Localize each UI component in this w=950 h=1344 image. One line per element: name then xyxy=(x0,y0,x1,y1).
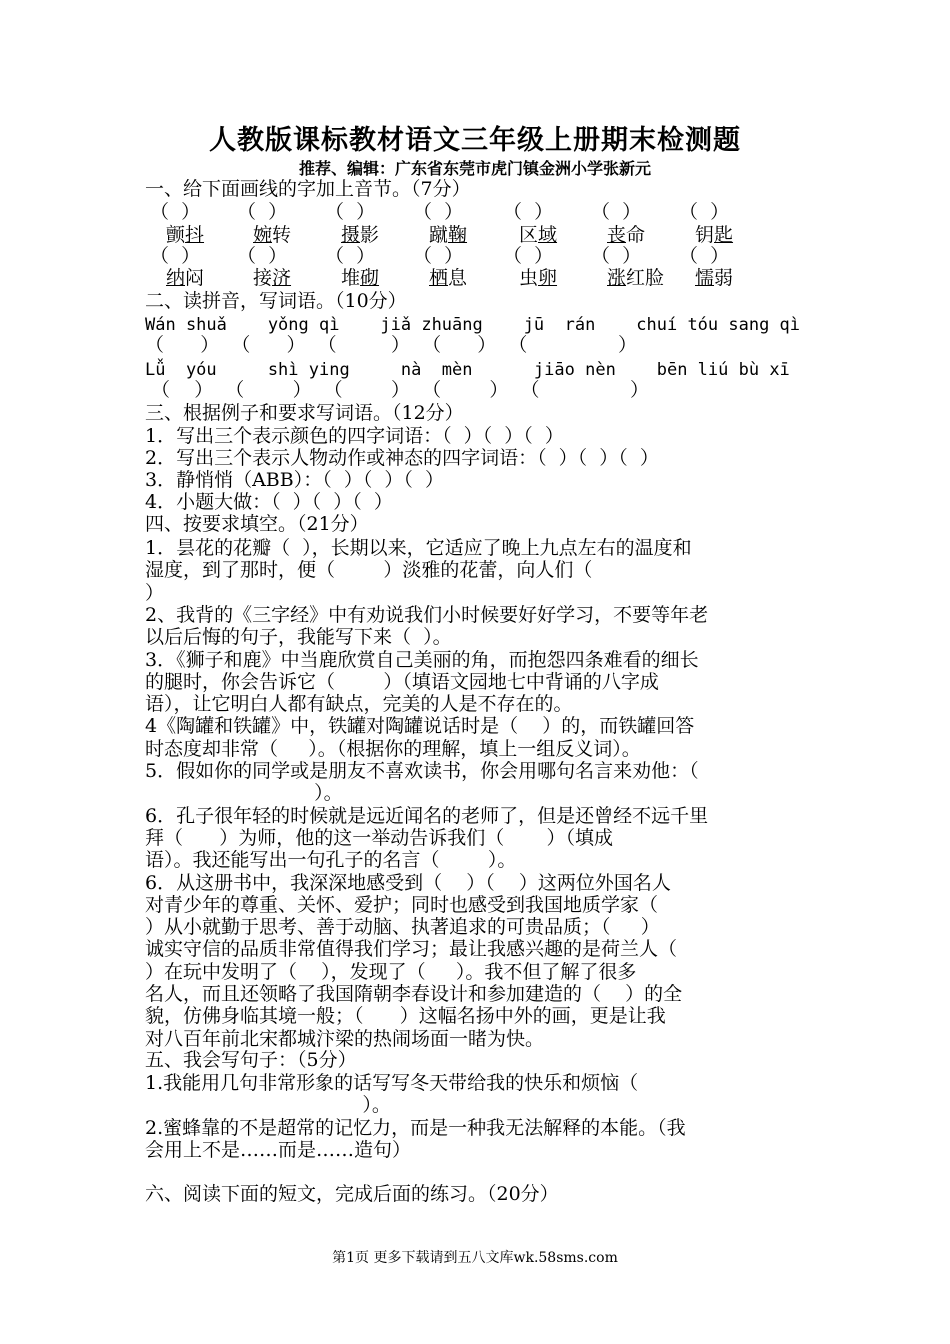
underlined-char: 砌 xyxy=(360,267,380,289)
underlined-char: 卵 xyxy=(538,267,558,289)
word-item xyxy=(695,267,733,289)
word-char: 闷 xyxy=(185,267,205,289)
section2-heading: 二、读拼音，写词语。（10分） xyxy=(145,290,407,312)
word-item xyxy=(429,224,467,246)
section3-item: 3．静悄悄（ABB）：（ ）（ ）（ ） xyxy=(145,469,444,491)
word-char: 颤 xyxy=(166,224,186,246)
section4-line: 6．孔子很年轻的时候就是远近闻名的老师了，但是还曾经不远千里 xyxy=(145,805,709,827)
underlined-char: 丧 xyxy=(607,224,627,246)
pinyin-blank: （ ） xyxy=(237,201,288,223)
pinyin-blank: （ ） xyxy=(325,201,376,223)
section4-line: 2、我背的《三字经》中有劝说我们小时候要好好学习，不要等年老 xyxy=(145,604,709,626)
pinyin-blank: （ ） xyxy=(413,245,464,267)
word-item xyxy=(607,267,664,289)
pinyin-blank: （ ） xyxy=(150,245,201,267)
page-subtitle: 推荐、编辑：广东省东莞市虎门镇金洲小学张新元 xyxy=(298,159,651,178)
blank-row-2: （ ） （ ） （ ） （ ） （ ） xyxy=(145,379,650,401)
section4-line: ）在玩中发明了（ ），发现了（ ）。我不但了解了很多 xyxy=(145,961,637,983)
word-char: 息 xyxy=(448,267,468,289)
underlined-char: 婉 xyxy=(253,224,273,246)
word-item xyxy=(341,267,379,289)
section5-line: 2.蜜蜂靠的不是超常的记忆力，而是一种我无法解释的本能。（我 xyxy=(145,1117,686,1139)
section3-item: 2．写出三个表示人物动作或神态的四字词语：（ ）（ ）（ ） xyxy=(145,447,659,469)
pinyin-row-1: Wán shuǎ yǒng qì jiǎ zhuāng jū rán chuí tóu sang qì xyxy=(145,315,801,335)
section1-heading: 一、给下面画线的字加上音节。（7分） xyxy=(145,178,471,200)
page-footer: 第1页 更多下载请到五八文库wk.58sms.com xyxy=(332,1250,618,1266)
word-char: 堆 xyxy=(341,267,361,289)
pinyin-blank: （ ） xyxy=(150,201,201,223)
word-char: 命 xyxy=(626,224,646,246)
section4-line: 湿度，到了那时，便（ ）淡雅的花蕾，向人们（ xyxy=(145,559,593,581)
underlined-char: 抖 xyxy=(185,224,205,246)
page-title: 人教版课标教材语文三年级上册期末检测题 xyxy=(209,125,741,156)
section5-line: 会用上不是……而是……造句） xyxy=(145,1139,412,1161)
word-char: 区 xyxy=(519,224,539,246)
underlined-char: 懦 xyxy=(695,267,715,289)
word-char: 红脸 xyxy=(626,267,665,289)
word-item xyxy=(607,224,645,246)
underlined-char: 域 xyxy=(538,224,558,246)
word-item xyxy=(695,224,733,246)
word-item xyxy=(429,267,467,289)
section4-heading: 四、按要求填空。（21分） xyxy=(145,513,369,535)
section4-line: 的腿时，你会告诉它（ ）（填语文园地七中背诵的八字成 xyxy=(145,671,659,693)
underlined-char: 鞠 xyxy=(448,224,468,246)
pinyin-blank: （ ） xyxy=(679,245,730,267)
word-item xyxy=(519,224,557,246)
section4-line: 3．《狮子和鹿》中当鹿欣赏自己美丽的角，而抱怨四条难看的细长 xyxy=(145,649,699,671)
word-char: 钥 xyxy=(695,224,715,246)
underlined-char: 涨 xyxy=(607,267,627,289)
section4-line: 拜（ ）为师，他的这一举动告诉我们（ ）（填成 xyxy=(145,827,614,849)
word-char: 接 xyxy=(253,267,273,289)
word-item xyxy=(166,224,204,246)
pinyin-blank: （ ） xyxy=(503,245,554,267)
pinyin-blank: （ ） xyxy=(413,201,464,223)
section3-heading: 三、根据例子和要求写词语。（12分） xyxy=(145,402,464,424)
section4-line: 对青少年的尊重、关怀、爱护；同时也感受到我国地质学家（ xyxy=(145,894,659,916)
section4-line: 名人，而且还领略了我国隋朝李春设计和参加建造的（ ）的全 xyxy=(145,983,683,1005)
section4-line: ）从小就勤于思考、善于动脑、执著追求的可贵品质；（ ） xyxy=(145,916,660,938)
section4-line: 5．假如你的同学或是朋友不喜欢读书，你会用哪句名言来劝他：（ xyxy=(145,760,699,782)
section4-line: 以后后悔的句子，我能写下来（ ）。 xyxy=(145,626,452,648)
section4-line: ）。 xyxy=(145,782,343,804)
section4-line: 语）。我还能写出一句孔子的名言（ ）。 xyxy=(145,849,517,871)
underlined-char: 栖 xyxy=(429,267,449,289)
blank-row-1: （ ） （ ） （ ） （ ） （ ） xyxy=(145,334,637,356)
pinyin-blank: （ ） xyxy=(591,245,642,267)
word-item xyxy=(253,267,291,289)
section3-item: 4．小题大做：（ ）（ ）（ ） xyxy=(145,491,393,513)
section5-line: 1.我能用几句非常形象的话写写冬天带给我的快乐和烦恼（ xyxy=(145,1072,639,1094)
word-char: 虫 xyxy=(519,267,539,289)
underlined-char: 纳 xyxy=(166,267,186,289)
underlined-char: 摄 xyxy=(341,224,361,246)
underlined-char: 济 xyxy=(272,267,292,289)
section4-line: 对八百年前北宋都城汴梁的热闹场面一睹为快。 xyxy=(145,1028,545,1050)
section4-line: 时态度却非常（ ）。（根据你的理解，填上一组反义词）。 xyxy=(145,738,641,760)
section5-heading: 五、我会写句子：（5分） xyxy=(145,1049,357,1071)
pinyin-row-2: Lǚ yóu shì ying nà mèn jiāo nèn bēn liú bù xī xyxy=(145,360,790,380)
section4-line: 4《陶罐和铁罐》中，铁罐对陶罐说话时是（ ）的，而铁罐回答 xyxy=(145,715,695,737)
pinyin-blank: （ ） xyxy=(503,201,554,223)
section4-line: 语），让它明白人都有缺点，完美的人是不存在的。 xyxy=(145,693,573,715)
section4-line: 1．昙花的花瓣（ ），长期以来，它适应了晚上九点左右的温度和 xyxy=(145,537,692,559)
section4-line: 貌，仿佛身临其境一般；（ ）这幅名扬中外的画，更是让我 xyxy=(145,1005,666,1027)
word-char: 转 xyxy=(272,224,292,246)
section4-line: ） xyxy=(145,582,165,604)
section4-line: 6．从这册书中，我深深地感受到（ ）（ ）这两位外国名人 xyxy=(145,872,671,894)
pinyin-blank: （ ） xyxy=(679,201,730,223)
word-item xyxy=(519,267,557,289)
pinyin-blank: （ ） xyxy=(237,245,288,267)
pinyin-blank: （ ） xyxy=(325,245,376,267)
underlined-char: 匙 xyxy=(714,224,734,246)
word-char: 影 xyxy=(360,224,380,246)
section6-heading: 六、阅读下面的短文，完成后面的练习。（20分） xyxy=(145,1183,559,1205)
word-item xyxy=(341,224,379,246)
word-char: 蹴 xyxy=(429,224,449,246)
word-item xyxy=(166,267,204,289)
pinyin-blank: （ ） xyxy=(591,201,642,223)
word-item xyxy=(253,224,291,246)
word-char: 弱 xyxy=(714,267,734,289)
section3-item: 1．写出三个表示颜色的四字词语：（ ）（ ）（ ） xyxy=(145,425,564,447)
section4-line: 诚实守信的品质非常值得我们学习；最让我感兴趣的是荷兰人（ xyxy=(145,938,678,960)
section5-line: ）。 xyxy=(145,1094,391,1116)
